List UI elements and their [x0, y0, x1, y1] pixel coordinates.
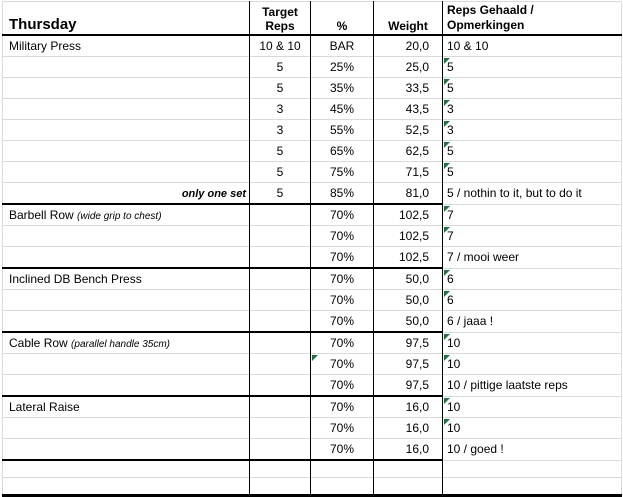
cell-reps-comment[interactable]: 10 — [443, 418, 622, 439]
exercise-name: Inclined DB Bench Press — [9, 272, 142, 286]
table-row — [3, 78, 622, 99]
cell-target-reps[interactable] — [250, 332, 311, 354]
cell-percent[interactable]: 70% — [311, 204, 374, 226]
table-row — [3, 183, 622, 205]
cell-percent[interactable]: 45% — [311, 99, 374, 120]
error-flag-icon — [444, 142, 450, 148]
table-row — [3, 311, 622, 333]
cell-reps-comment[interactable]: 5 / nothin to it, but to do it — [443, 183, 622, 205]
error-flag-icon — [444, 419, 450, 425]
cell-reps-comment[interactable]: 7 — [443, 204, 622, 226]
cell-percent[interactable]: 70% — [311, 439, 374, 461]
cell-percent[interactable]: 35% — [311, 78, 374, 99]
percent-header-cell[interactable] — [311, 2, 374, 36]
cell-weight[interactable]: 97,5 — [374, 375, 443, 397]
table-row — [3, 290, 622, 311]
cell-percent[interactable]: 70% — [311, 311, 374, 333]
cell-percent[interactable]: 70% — [311, 268, 374, 290]
cell-target-reps[interactable] — [250, 290, 311, 311]
cell-percent[interactable]: 70% — [311, 375, 374, 397]
cell-target-reps[interactable]: 5 — [250, 141, 311, 162]
cell-percent[interactable]: 85% — [311, 183, 374, 205]
exercise-name: Cable Row — [9, 336, 68, 350]
table-row — [3, 204, 622, 226]
cell-reps-comment[interactable]: 5 — [443, 141, 622, 162]
cell-target-reps[interactable]: 5 — [250, 183, 311, 205]
cell-percent[interactable] — [311, 478, 374, 496]
cell-reps-comment[interactable] — [443, 460, 622, 478]
cell-weight[interactable]: 50,0 — [374, 311, 443, 333]
cell-exercise[interactable] — [3, 268, 250, 290]
cell-exercise[interactable] — [3, 478, 250, 496]
cell-percent[interactable]: 70% — [311, 332, 374, 354]
percent-header: % — [336, 19, 348, 33]
cell-target-reps[interactable] — [250, 396, 311, 418]
cell-exercise[interactable] — [3, 141, 250, 162]
cell-weight[interactable]: 25,0 — [374, 57, 443, 78]
error-flag-icon — [444, 227, 450, 233]
cell-exercise[interactable] — [3, 247, 250, 269]
reps-gehaald-header-line2: Opmerkingen — [447, 18, 525, 32]
target-reps-header-cell[interactable] — [250, 2, 311, 36]
cell-weight[interactable]: 102,5 — [374, 204, 443, 226]
exercise-note: (parallel handle 35cm) — [71, 339, 170, 350]
exercise-name: Military Press — [9, 39, 82, 53]
cell-percent[interactable]: 65% — [311, 141, 374, 162]
table-row — [3, 99, 622, 120]
cell-target-reps[interactable] — [250, 354, 311, 375]
day-header-cell[interactable] — [3, 2, 250, 36]
cell-exercise[interactable] — [3, 57, 250, 78]
table-row — [3, 375, 622, 397]
cell-reps-comment[interactable]: 6 / jaaa ! — [443, 311, 622, 333]
cell-weight[interactable] — [374, 478, 443, 496]
cell-reps-comment[interactable]: 6 — [443, 268, 622, 290]
error-flag-icon — [444, 355, 450, 361]
table-row — [3, 247, 622, 269]
table-row — [3, 332, 622, 354]
cell-weight[interactable]: 43,5 — [374, 99, 443, 120]
error-flag-icon — [444, 79, 450, 85]
error-flag-icon — [444, 270, 450, 276]
cell-exercise[interactable] — [3, 35, 250, 57]
table-row — [3, 268, 622, 290]
table-row — [3, 439, 622, 461]
cell-weight[interactable]: 81,0 — [374, 183, 443, 205]
cell-percent[interactable]: BAR — [311, 35, 374, 57]
exercise-note: (wide grip to chest) — [77, 211, 162, 222]
table-row — [3, 226, 622, 247]
reps-gehaald-header-line1: Reps Gehaald / — [447, 3, 534, 17]
cell-exercise[interactable] — [3, 460, 250, 478]
cell-exercise[interactable] — [3, 78, 250, 99]
error-flag-icon — [444, 100, 450, 106]
cell-reps-comment[interactable]: 5 — [443, 57, 622, 78]
error-flag-icon — [444, 121, 450, 127]
exercise-name: Barbell Row — [9, 208, 74, 222]
cell-target-reps[interactable] — [250, 204, 311, 226]
table-row — [3, 354, 622, 375]
cell-reps-comment[interactable]: 10 & 10 — [443, 35, 622, 57]
cell-percent[interactable]: 70% — [311, 354, 374, 375]
cell-exercise[interactable] — [3, 99, 250, 120]
cell-weight[interactable]: 16,0 — [374, 418, 443, 439]
cell-percent[interactable]: 75% — [311, 162, 374, 183]
workout-table — [2, 1, 622, 497]
cell-target-reps[interactable]: 5 — [250, 78, 311, 99]
cell-reps-comment[interactable]: 6 — [443, 290, 622, 311]
weight-header: Weight — [388, 19, 428, 33]
cell-exercise[interactable] — [3, 162, 250, 183]
cell-reps-comment[interactable]: 10 / pittige laatste reps — [443, 375, 622, 397]
cell-percent[interactable]: 70% — [311, 290, 374, 311]
table-row — [3, 162, 622, 183]
cell-reps-comment[interactable]: 3 — [443, 99, 622, 120]
cell-weight[interactable]: 52,5 — [374, 120, 443, 141]
cell-target-reps[interactable] — [250, 418, 311, 439]
cell-reps-comment[interactable]: 10 / goed ! — [443, 439, 622, 461]
cell-exercise[interactable] — [3, 311, 250, 333]
cell-exercise[interactable] — [3, 354, 250, 375]
cell-reps-comment[interactable]: 3 — [443, 120, 622, 141]
error-flag-icon — [444, 206, 450, 212]
cell-target-reps[interactable] — [250, 460, 311, 478]
cell-reps-comment[interactable] — [443, 478, 622, 496]
cell-percent[interactable]: 70% — [311, 247, 374, 269]
cell-reps-comment[interactable]: 10 — [443, 332, 622, 354]
cell-weight[interactable]: 97,5 — [374, 332, 443, 354]
cell-exercise[interactable] — [3, 183, 250, 205]
cell-weight[interactable]: 62,5 — [374, 141, 443, 162]
error-flag-icon — [444, 163, 450, 169]
cell-exercise[interactable] — [3, 396, 250, 418]
table-row — [3, 460, 622, 478]
cell-percent[interactable]: 70% — [311, 396, 374, 418]
error-flag-icon — [312, 355, 318, 361]
cell-reps-comment[interactable]: 10 — [443, 354, 622, 375]
cell-target-reps[interactable]: 3 — [250, 99, 311, 120]
cell-percent[interactable]: 70% — [311, 418, 374, 439]
error-flag-icon — [444, 334, 450, 340]
cell-exercise[interactable] — [3, 439, 250, 461]
table-body — [3, 35, 622, 496]
target-reps-header-line2: Reps — [265, 19, 295, 33]
cell-percent[interactable] — [311, 460, 374, 478]
error-flag-icon — [444, 58, 450, 64]
cell-target-reps[interactable] — [250, 439, 311, 461]
cell-target-reps[interactable] — [250, 247, 311, 269]
weight-header-cell[interactable] — [374, 2, 443, 36]
table-row — [3, 478, 622, 496]
cell-exercise[interactable] — [3, 332, 250, 354]
cell-target-reps[interactable] — [250, 478, 311, 496]
cell-exercise[interactable] — [3, 204, 250, 226]
cell-percent[interactable]: 25% — [311, 57, 374, 78]
side-note: only one set — [181, 188, 246, 200]
cell-weight[interactable] — [374, 460, 443, 478]
cell-weight[interactable]: 16,0 — [374, 396, 443, 418]
cell-reps-comment[interactable]: 7 — [443, 226, 622, 247]
cell-target-reps[interactable]: 10 & 10 — [250, 35, 311, 57]
cell-exercise[interactable] — [3, 120, 250, 141]
cell-percent[interactable]: 55% — [311, 120, 374, 141]
error-flag-icon — [444, 398, 450, 404]
header-row — [3, 2, 622, 36]
reps-gehaald-header-cell[interactable] — [443, 2, 622, 36]
cell-exercise[interactable] — [3, 418, 250, 439]
cell-target-reps[interactable]: 5 — [250, 57, 311, 78]
cell-weight[interactable]: 102,5 — [374, 247, 443, 269]
table-row — [3, 418, 622, 439]
cell-exercise[interactable] — [3, 375, 250, 397]
cell-weight[interactable]: 50,0 — [374, 268, 443, 290]
cell-target-reps[interactable] — [250, 311, 311, 333]
cell-weight[interactable]: 97,5 — [374, 354, 443, 375]
cell-weight[interactable]: 102,5 — [374, 226, 443, 247]
cell-weight[interactable]: 71,5 — [374, 162, 443, 183]
error-flag-icon — [444, 291, 450, 297]
cell-weight[interactable]: 33,5 — [374, 78, 443, 99]
cell-exercise[interactable] — [3, 226, 250, 247]
day-title: Thursday — [9, 16, 77, 33]
cell-reps-comment[interactable]: 5 — [443, 162, 622, 183]
cell-target-reps[interactable]: 5 — [250, 162, 311, 183]
cell-target-reps[interactable] — [250, 268, 311, 290]
cell-exercise[interactable] — [3, 290, 250, 311]
cell-reps-comment[interactable]: 7 / mooi weer — [443, 247, 622, 269]
cell-weight[interactable]: 20,0 — [374, 35, 443, 57]
target-reps-header-line1: Target — [262, 5, 298, 19]
cell-reps-comment[interactable]: 10 — [443, 396, 622, 418]
cell-target-reps[interactable]: 3 — [250, 120, 311, 141]
exercise-name: Lateral Raise — [9, 400, 80, 414]
cell-weight[interactable]: 50,0 — [374, 290, 443, 311]
cell-weight[interactable]: 16,0 — [374, 439, 443, 461]
table-row — [3, 141, 622, 162]
table-row — [3, 396, 622, 418]
cell-target-reps[interactable] — [250, 226, 311, 247]
cell-reps-comment[interactable]: 5 — [443, 78, 622, 99]
table-row — [3, 35, 622, 57]
cell-target-reps[interactable] — [250, 375, 311, 397]
table-row — [3, 57, 622, 78]
table-row — [3, 120, 622, 141]
cell-percent[interactable]: 70% — [311, 226, 374, 247]
